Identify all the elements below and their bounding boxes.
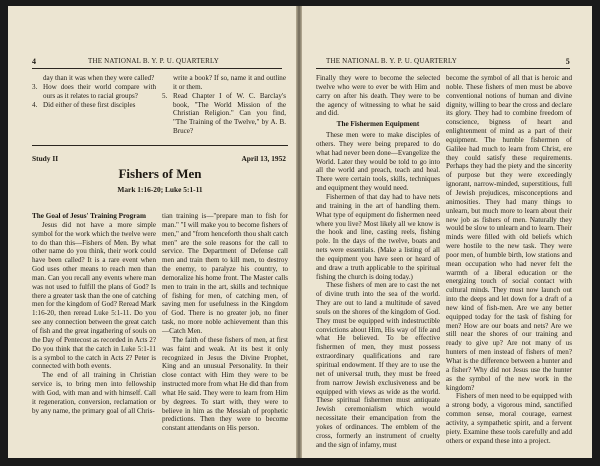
paragraph: Jesus did not have a more simple symbol for the work which the twelve were to do than this—Fishers of Men. By what other name do you think, their work could have been called? It is a rare event when God uses other means to reach men than man. Can you recall any events where man was not used to fulfill the plans of God? Is there a greater task than the one of catching men for the kingdom of God? Reread Mark 1:16-20, then reread Luke 5:1-11. Do you see any connection between the great catch of fish and the great ingathering of souls on the Day of Pentecost as recorded in Acts 2? Do you think that the catch in Luke 5:1-11 is a symbol to the catch in Acts 2? Peter is connected with both events. <box>32 220 156 371</box>
paragraph: tian training is—"prepare man to fish for man." "I will make you to become fishers of men," and "from henceforth thou shalt catch men" are the sole reasons for the call to service. The Department of Defense call men and train them to kill men, to destroy the enemy, to paralyze his country, to demoralize his home front. The Master calls men to train in the art, skills and technique of fishing for men, of catching men, of saving men for usefulness in the Kingdom of God. There is no greater job, no finer task, no more noble achievement than this—Catch Men. <box>162 212 288 335</box>
question-item <box>162 92 286 136</box>
question-text: How does their world compare with ours as it relates to racial groups? <box>43 82 156 100</box>
left-body-column-2 <box>162 212 288 433</box>
paragraph: Fishers of men need to be equipped with a strong body, a vigorous mind, sanctified common sense, moral courage, earnest activity, a sympathetic spirit, and a fervent piety. Examine these tools carefully and add others or expand these into a project. <box>446 392 572 445</box>
right-running-header <box>316 56 570 69</box>
paragraph: Finally they were to become the selected twelve who were to ever be with Him and carry on after his death. They were to be the agency of witnessing to what he said and did. <box>316 74 440 118</box>
paragraph: Fishermen of that day had to have nets and training in the art of handling them. What type of equipment do fishermen need where you live? Most likely all we know is the hook and line, casting reels, fishing pole. In the days of the twelve, boats and nets were essentials. (Make a listing of all the equipment you have seen or heard of and draw a truth applicable to the spiritual fishing the church is doing today.) <box>316 192 440 281</box>
left-running-header <box>32 56 282 69</box>
question-text: write a book? If so, name it and outline it or them. <box>173 74 286 91</box>
left-body-column-1 <box>32 212 156 415</box>
left-page <box>8 6 296 458</box>
paragraph: These men were to make disciples of others. They were being prepared to do what had never been done—Evangelize the World. Later they would be told to go into all the world and preach, teach and heal. There were certain tools, skills, techniques and equipment they would need. <box>316 131 440 193</box>
goal-heading: The Goal of Jesus' Training Program <box>32 212 147 220</box>
left-questions-column-2 <box>162 74 286 136</box>
paragraph: The faith of these fishers of men, at first was faint and weak. At its best it only recognized in Jesus the Divine Prophet, King and an unusual Personality. In their close contact with Him they were to be instructed more from what He did than from what He said. They were to learn from Him by degrees. To start with, they were to believe in him as the Messiah of prophetic predictions. Then they were to become constant attendants on His person. <box>162 335 288 433</box>
scripture-reference: Mark 1:16-20; Luke 5:1-11 <box>117 185 203 194</box>
study-label: Study II <box>32 154 59 163</box>
question-text: Did either of these first disciples <box>43 100 136 109</box>
paragraph: The end of all training in Christian service is, to bring men into fellowship with God, with man and with himself. Call it regeneration, conversion, reclamation or by any name, the primary goal of all Chris- <box>32 371 156 415</box>
question-number: 3. <box>32 82 38 91</box>
right-body-column-2 <box>446 74 572 445</box>
study-date: April 13, 1952 <box>241 154 286 163</box>
right-running-head-title: THE NATIONAL B. Y. P. U. QUARTERLY <box>326 57 458 65</box>
left-running-head-title: THE NATIONAL B. Y. P. U. QUARTERLY <box>88 57 220 65</box>
question-item <box>32 74 156 83</box>
question-number: 5. <box>162 91 168 100</box>
lesson-title: Fishers of Men <box>118 166 202 181</box>
left-questions-column-1 <box>32 74 156 109</box>
right-page <box>302 6 592 458</box>
section-divider <box>32 145 288 146</box>
question-item <box>32 101 156 110</box>
question-item <box>162 74 286 92</box>
paragraph: become the symbol of all that is heroic and noble. These fishers of men must be above conventional notions of human and divine dignity, willing to bear the cross and declare its glory. They had to combine freedom of conscience, bigness of heart and enlightenment of mind as a part of their equipment. The humble fishermen of Galilee had much to learn from Christ, ere they could satisfy these requirements. Perhaps they had the piety and the sincerity of purpose but they were exceedingly ignorant, narrow-minded, superstitious, full of Jewish prejudices, misconceptions and animosities. They had many things to unlearn, but much more to learn about their new job as fishers of men. Naturally they would be slow to unlearn and to learn. Their minds were filled with old beliefs which were hostile to the new task. They were poor men, of humble birth, low stations and mean occupation who had never felt the warmth of a liberal education or the energizing touch of social contact with cultural minds. They must now launch out into the deeps and let down for a draft of a new kind of fish-men. Are we any better equipped today for the task of fishing for men? How are our boats and nets? Are we still near the shores of our training and ready to give up? Are not many of us hunters of men instead of fishers of men? What is the difference between a hunter and a fisher? Why did not Jesus use the hunter as the symbol of the new work in the kingdom? <box>446 74 572 392</box>
question-text: Read Chapter I of W. C. Barclay's book, "The World Mission of the Christian Religion." Can you find, "The Training of the Twelve," by A. B. Bruce? <box>173 91 286 136</box>
left-page-number: 4 <box>32 57 37 66</box>
right-body-column-1 <box>316 74 440 449</box>
right-page-number: 5 <box>565 57 570 66</box>
question-text: day than it was when they were called? <box>43 74 155 82</box>
question-number: 4. <box>32 100 38 109</box>
equipment-heading: The Fishermen Equipment <box>336 120 420 129</box>
paragraph: These fishers of men are to cast the net of divine truth into the sea of the world. They are out to land a multitude of saved souls on the shores of the kingdom of God. They must be equipped with indestructible convictions about Him, His way of life and what He believed. To be effective fishermen of men, they must possess extraordinary qualifications and rare spiritual endowment. If they are to use the net of universal truth, they must be freed from narrow Jewish exclusiveness and be equipped with views as wide as the world. These spiritual fishermen must antiquate Jewish ceremonialism which would necessitate their emancipation from the yokes of ordinances. The emblem of the cross, formerly an instrument of cruelty and the sign of infamy, must <box>316 281 440 449</box>
question-item <box>32 83 156 101</box>
